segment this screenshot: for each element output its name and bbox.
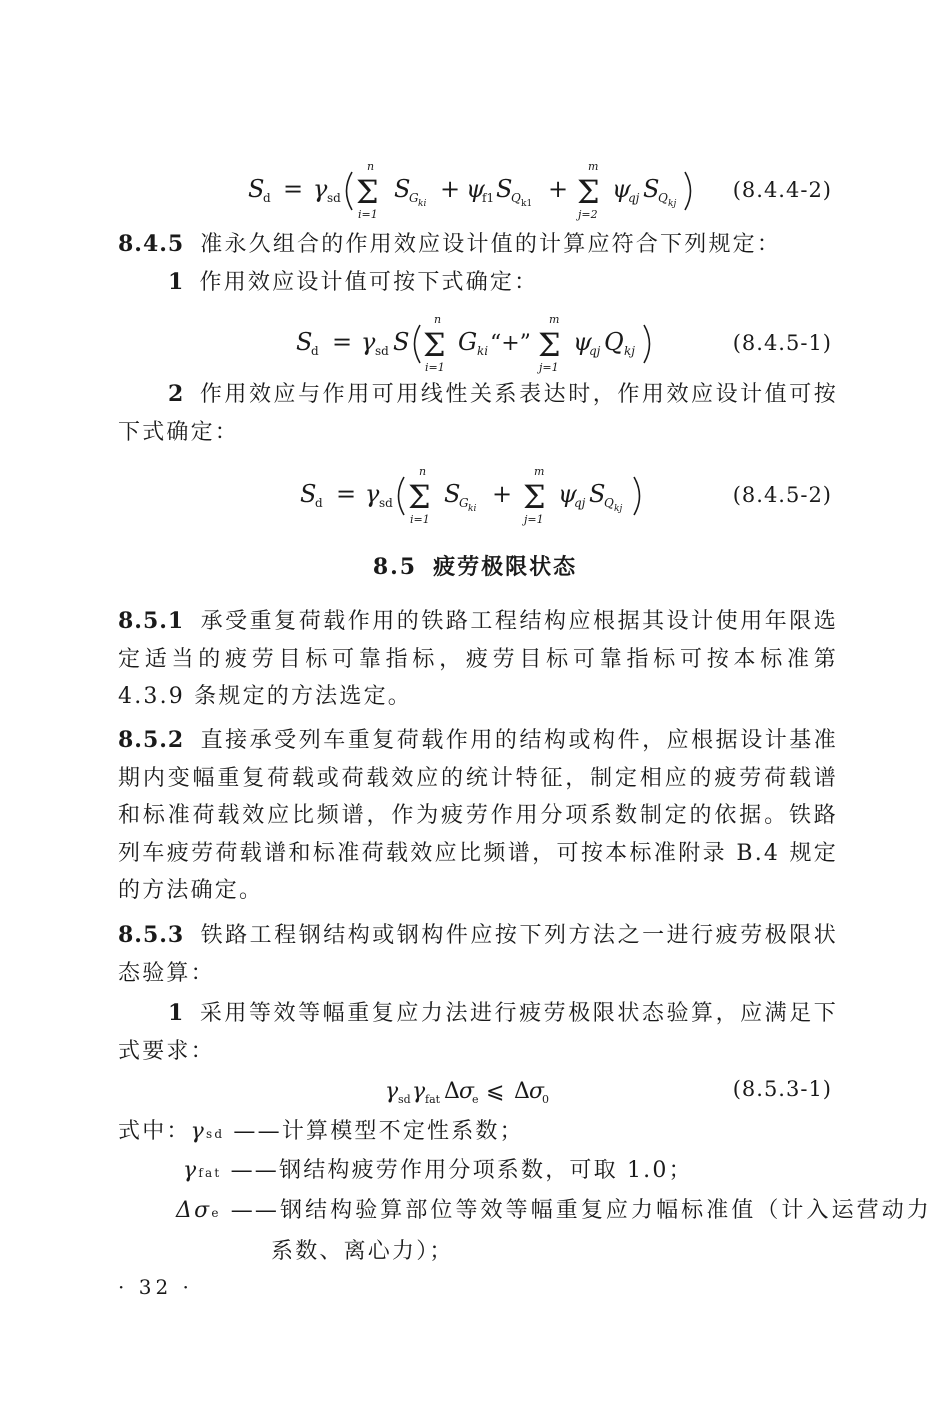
- svg-text:⩽: ⩽: [486, 1079, 505, 1104]
- svg-text:ki: ki: [468, 504, 477, 514]
- svg-text:kj: kj: [668, 199, 677, 209]
- clause-8-5-3: [118, 917, 838, 992]
- clause-text: 直接承受列车重复荷载作用的结构或构件，应根据设计基准期内变幅重复荷载或荷载效应的统计特征，制定相应的疲劳荷载谱和标准荷载效应比频谱，作为疲劳作用分项系数制定的依据。铁路列车疲劳荷载谱和标准荷载效应比频谱，可按本标准附录 B.4 规定的方法确定。: [118, 728, 838, 903]
- where-line-2: [183, 1152, 693, 1193]
- where-line-1: [118, 1113, 524, 1154]
- page-number: · 32 ·: [118, 1275, 193, 1299]
- clause-8-5-2: [118, 722, 838, 910]
- svg-text:S: S: [248, 175, 265, 203]
- svg-text:σ: σ: [459, 1079, 475, 1104]
- definition-text: ——计算模型不定性系数；: [233, 1119, 524, 1144]
- svg-text:ψ: ψ: [573, 328, 592, 356]
- svg-text:m: m: [588, 160, 599, 173]
- formula-8-4-5-2: [0, 455, 950, 535]
- svg-text:d: d: [315, 496, 323, 510]
- svg-text:i=1: i=1: [358, 208, 378, 221]
- svg-text:S: S: [643, 175, 660, 203]
- section-title: 疲劳极限状态: [433, 554, 578, 580]
- svg-text:Σ: Σ: [423, 326, 446, 364]
- section-heading: [0, 550, 950, 581]
- svg-text:fat: fat: [425, 1093, 441, 1106]
- clause-number: 8.5.3: [118, 922, 185, 948]
- svg-text:i=1: i=1: [425, 361, 445, 374]
- item-number: 1: [168, 1000, 186, 1026]
- formula-number: (8.4.4-2): [732, 178, 832, 202]
- symbol-delta-sigma-e: Δσe: [176, 1198, 221, 1223]
- svg-text:=: =: [336, 480, 357, 508]
- svg-text:kj: kj: [624, 344, 635, 358]
- svg-text:d: d: [311, 344, 319, 358]
- item-text: 作用效应与作用可用线性关系表达时，作用效应设计值可按下式确定：: [118, 382, 838, 445]
- svg-text:S: S: [589, 480, 606, 508]
- svg-text:n: n: [367, 160, 375, 173]
- svg-text:d: d: [263, 191, 271, 205]
- svg-text:σ: σ: [529, 1079, 545, 1104]
- svg-text:Δ: Δ: [514, 1079, 530, 1104]
- formula-8-5-3-1: [0, 1068, 950, 1108]
- clause-text: 承受重复荷载作用的铁路工程结构应根据其设计使用年限选定适当的疲劳目标可靠指标，疲劳目标可靠指标可按本标准第 4.3.9 条规定的方法选定。: [118, 609, 838, 709]
- svg-text:m: m: [534, 465, 545, 478]
- svg-text:sd: sd: [375, 344, 389, 358]
- svg-text:sd: sd: [379, 496, 393, 510]
- definition-text: ——钢结构疲劳作用分项系数，可取 1.0；: [230, 1158, 693, 1183]
- clause-8-4-5-item-1: [118, 264, 838, 302]
- svg-text:ψ: ψ: [558, 480, 577, 508]
- svg-text:ψ: ψ: [466, 175, 485, 203]
- svg-text:γ: γ: [361, 328, 376, 356]
- svg-text:sd: sd: [398, 1093, 411, 1106]
- item-number: 1: [168, 269, 186, 295]
- svg-text:Σ: Σ: [356, 173, 379, 211]
- svg-text:0: 0: [542, 1093, 549, 1106]
- svg-text:i=1: i=1: [410, 513, 430, 526]
- svg-text:S: S: [444, 480, 461, 508]
- item-number: 2: [168, 381, 186, 407]
- clause-8-5-1: [118, 603, 838, 716]
- svg-text:ψ: ψ: [612, 175, 631, 203]
- svg-text:qj: qj: [628, 191, 640, 205]
- svg-text:m: m: [549, 313, 560, 326]
- clause-8-5-3-item-1: [118, 995, 838, 1070]
- svg-text:=: =: [332, 328, 353, 356]
- svg-text:j=1: j=1: [539, 361, 559, 374]
- svg-text:+: +: [548, 175, 569, 203]
- svg-text:qj: qj: [589, 344, 601, 358]
- formula-8-4-5-1-graphic: [0, 303, 800, 383]
- formula-8-4-5-1: [0, 303, 950, 383]
- svg-text:G: G: [458, 328, 478, 356]
- svg-text:e: e: [472, 1093, 479, 1106]
- definition-text: ——钢结构验算部位等效等幅重复应力幅标准值（计入运营动力系数、离心力）；: [230, 1198, 931, 1264]
- svg-text:k1: k1: [521, 199, 533, 209]
- clause-number: 8.5.2: [118, 727, 185, 753]
- svg-text:Δ: Δ: [444, 1079, 460, 1104]
- symbol-gamma-fat: γfat: [183, 1158, 222, 1183]
- symbol-gamma-sd: γsd: [190, 1119, 225, 1144]
- svg-text:S: S: [296, 328, 313, 356]
- svg-text:Σ: Σ: [408, 478, 431, 516]
- svg-text:qj: qj: [574, 496, 586, 510]
- clause-text: 准永久组合的作用效应设计值的计算应符合下列规定：: [200, 232, 782, 257]
- svg-text:n: n: [434, 313, 442, 326]
- svg-text:S: S: [496, 175, 513, 203]
- svg-text:S: S: [393, 328, 410, 356]
- svg-text:ki: ki: [477, 344, 489, 358]
- svg-text:+: +: [440, 175, 461, 203]
- formula-8-4-4-2: [0, 150, 950, 230]
- svg-text:Σ: Σ: [577, 173, 600, 211]
- formula-number: (8.5.3-1): [732, 1077, 832, 1101]
- item-text: 作用效应设计值可按下式确定：: [199, 270, 539, 295]
- svg-text:S: S: [394, 175, 411, 203]
- where-line-3: [176, 1192, 931, 1270]
- svg-text:sd: sd: [327, 191, 341, 205]
- svg-text:+: +: [492, 480, 513, 508]
- clause-8-4-5: [118, 226, 838, 264]
- item-text: 采用等效等幅重复应力法进行疲劳极限状态验算，应满足下式要求：: [118, 1001, 838, 1064]
- formula-8-4-4-2-graphic: [0, 150, 800, 230]
- svg-text:n: n: [419, 465, 427, 478]
- svg-text:γ: γ: [412, 1079, 426, 1104]
- formula-number: (8.4.5-1): [732, 331, 832, 355]
- formula-8-4-5-2-graphic: [0, 455, 800, 535]
- svg-text:ki: ki: [418, 199, 427, 209]
- svg-text:G: G: [409, 191, 419, 205]
- svg-text:Q: Q: [604, 328, 624, 356]
- svg-text:Σ: Σ: [538, 326, 561, 364]
- svg-text:“+”: “+”: [490, 331, 531, 356]
- svg-text:γ: γ: [313, 175, 328, 203]
- svg-text:γ: γ: [365, 480, 380, 508]
- clause-number: 8.4.5: [118, 231, 185, 257]
- formula-number: (8.4.5-2): [732, 483, 832, 507]
- svg-text:S: S: [300, 480, 317, 508]
- svg-text:f1: f1: [482, 191, 495, 205]
- svg-text:j=2: j=2: [578, 208, 598, 221]
- svg-text:Q: Q: [658, 191, 668, 205]
- formula-8-5-3-1-graphic: [0, 1068, 800, 1108]
- svg-text:kj: kj: [614, 504, 623, 514]
- svg-text:=: =: [283, 175, 304, 203]
- clause-text: 铁路工程钢结构或钢构件应按下列方法之一进行疲劳极限状态验算：: [118, 923, 838, 986]
- svg-text:Q: Q: [511, 191, 521, 205]
- section-number: 8.5: [372, 554, 418, 580]
- svg-text:Σ: Σ: [523, 478, 546, 516]
- svg-text:Q: Q: [604, 496, 614, 510]
- svg-text:G: G: [459, 496, 469, 510]
- svg-text:γ: γ: [385, 1079, 399, 1104]
- clause-number: 8.5.1: [118, 608, 185, 634]
- svg-text:j=1: j=1: [524, 513, 544, 526]
- where-lead: 式中：: [118, 1119, 191, 1144]
- clause-8-4-5-item-2: [118, 376, 838, 451]
